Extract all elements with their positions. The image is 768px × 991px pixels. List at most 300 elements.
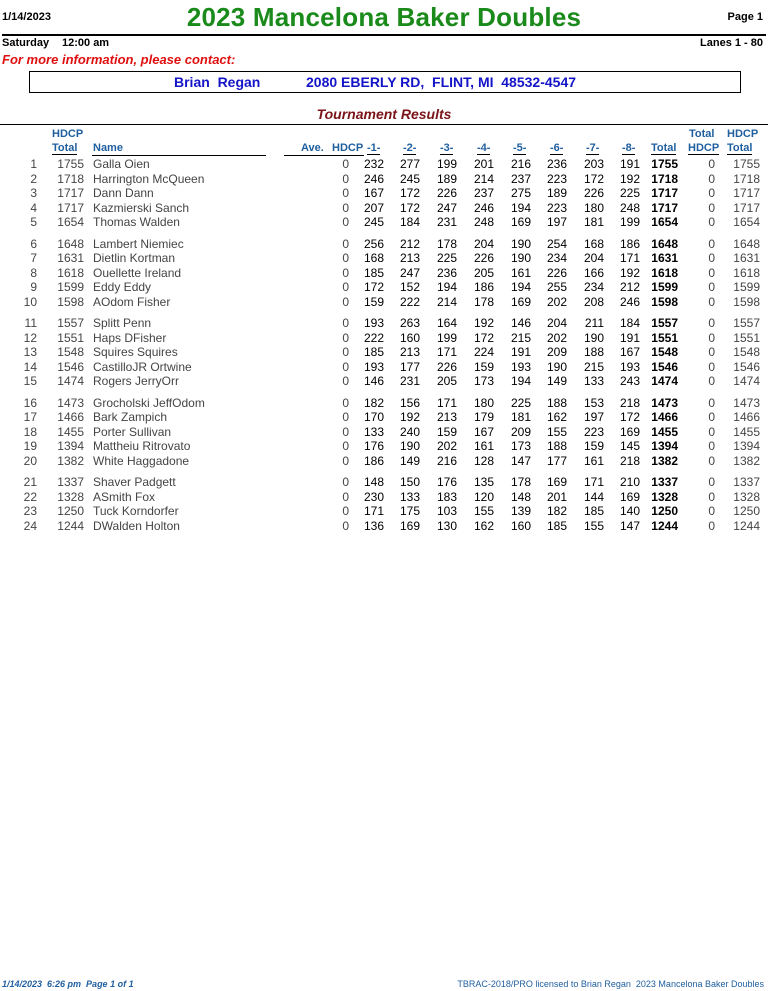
name-cell: Splitt Penn <box>93 316 152 330</box>
game-3-cell: 171 <box>436 395 457 410</box>
game-3-cell: 214 <box>436 294 457 309</box>
hdcp-total-cell: 1631 <box>57 251 84 265</box>
game-6-cell: 169 <box>546 475 567 489</box>
event-day: Saturday <box>2 37 50 49</box>
hdcp-cell: 0 <box>342 251 349 265</box>
game-2-cell: 247 <box>399 265 420 280</box>
total-hdcp-cell: 0 <box>708 236 715 251</box>
game-5-cell: 237 <box>510 171 531 186</box>
table-row <box>0 504 768 518</box>
total-hdcp-cell: 0 <box>708 251 715 265</box>
table-row <box>0 396 768 410</box>
game-2-cell: 156 <box>399 395 420 410</box>
game-7-cell: 211 <box>584 316 604 330</box>
game-1-cell: 245 <box>363 215 384 229</box>
name-cell: Shaver Padgett <box>93 475 176 489</box>
game-4-cell: 155 <box>473 504 494 518</box>
total-hdcp-cell: 0 <box>708 410 715 424</box>
game-6-cell: 197 <box>546 215 567 229</box>
game-8-cell: 169 <box>619 424 640 439</box>
hdcp-cell: 0 <box>342 410 349 424</box>
game-1-cell: 207 <box>363 200 384 215</box>
event-time: 12:00 am <box>62 37 110 49</box>
rank-cell: 11 <box>24 316 37 330</box>
col-game-5: -5- <box>513 142 527 154</box>
hdcp-cell: 0 <box>342 395 349 410</box>
name-cell: CastilloJR Ortwine <box>93 359 192 374</box>
total-hdcp-cell: 0 <box>708 200 715 215</box>
game-5-cell: 190 <box>510 251 531 265</box>
game-5-cell: 139 <box>510 504 531 518</box>
hdcp-total-cell: 1250 <box>57 504 84 518</box>
game-4-cell: 180 <box>473 395 494 410</box>
name-cell: Rogers JerryOrr <box>93 374 180 388</box>
game-8-cell: 243 <box>619 374 640 388</box>
hdcp-cell: 0 <box>342 374 349 388</box>
game-8-cell: 225 <box>619 186 640 200</box>
total-cell: 1382 <box>651 453 678 468</box>
game-4-cell: 204 <box>473 236 494 251</box>
game-7-cell: 155 <box>583 518 604 533</box>
hdcp-cell: 0 <box>342 489 349 504</box>
name-cell: Squires Squires <box>93 345 178 359</box>
rank-cell: 10 <box>23 294 37 309</box>
rank-cell: 16 <box>23 395 37 410</box>
contact-prompt: For more information, please contact: <box>2 52 236 67</box>
total-cell: 1557 <box>651 316 678 330</box>
game-1-cell: 133 <box>363 424 384 439</box>
game-1-cell: 193 <box>363 316 384 330</box>
hdcp-total-final-cell: 1546 <box>733 359 760 374</box>
table-row <box>0 439 768 453</box>
rank-cell: 15 <box>23 374 37 388</box>
table-row <box>0 454 768 468</box>
rank-cell: 14 <box>23 359 37 374</box>
hdcp-total-final-cell: 1717 <box>733 186 760 200</box>
total-hdcp-cell: 0 <box>708 518 715 533</box>
hdcp-cell: 0 <box>342 157 349 171</box>
game-2-cell: 149 <box>399 453 420 468</box>
total-cell: 1250 <box>651 504 678 518</box>
game-7-cell: 159 <box>583 439 604 453</box>
table-row <box>0 519 768 533</box>
game-1-cell: 146 <box>363 374 384 388</box>
footer-timestamp: 1/14/2023 6:26 pm Page 1 of 1 <box>2 979 134 989</box>
name-cell: Ouellette Ireland <box>93 265 182 280</box>
table-row <box>0 172 768 186</box>
hdcp-total-cell: 1455 <box>57 424 84 439</box>
game-2-cell: 231 <box>399 374 420 388</box>
game-7-cell: 180 <box>583 200 604 215</box>
hdcp-total-cell: 1328 <box>57 489 84 504</box>
hdcp-total-final-cell: 1466 <box>733 410 760 424</box>
game-8-cell: 191 <box>619 330 640 345</box>
game-8-cell: 172 <box>619 410 640 424</box>
game-3-cell: 103 <box>436 504 457 518</box>
hdcp-cell: 0 <box>342 475 349 489</box>
game-5-cell: 194 <box>510 280 531 294</box>
game-5-cell: 161 <box>510 265 531 280</box>
game-3-cell: 247 <box>436 200 457 215</box>
name-cell: Porter Sullivan <box>93 424 172 439</box>
game-5-cell: 194 <box>510 374 531 388</box>
game-8-cell: 191 <box>619 157 640 171</box>
rank-cell: 23 <box>23 504 37 518</box>
hdcp-cell: 0 <box>342 265 349 280</box>
hdcp-cell: 0 <box>342 518 349 533</box>
hdcp-total-cell: 1654 <box>57 215 84 229</box>
total-cell: 1394 <box>651 439 678 453</box>
game-5-cell: 147 <box>510 453 531 468</box>
game-1-cell: 186 <box>363 453 384 468</box>
game-2-cell: 184 <box>399 215 420 229</box>
game-2-cell: 240 <box>399 424 420 439</box>
table-row <box>0 201 768 215</box>
hdcp-total-cell: 1394 <box>57 439 84 453</box>
total-cell: 1328 <box>651 489 678 504</box>
hdcp-total-final-cell: 1755 <box>733 157 760 171</box>
game-7-cell: 204 <box>583 251 604 265</box>
table-row <box>0 374 768 388</box>
game-2-cell: 172 <box>399 186 420 200</box>
lanes-range: Lanes 1 - 80 <box>700 37 763 49</box>
game-2-cell: 172 <box>399 200 420 215</box>
game-8-cell: 212 <box>619 280 640 294</box>
game-3-cell: 236 <box>436 265 457 280</box>
game-8-cell: 199 <box>619 215 640 229</box>
col-game-4: -4- <box>477 142 491 154</box>
name-cell: Grocholski JeffOdom <box>93 395 205 410</box>
game-5-cell: 148 <box>510 489 531 504</box>
game-8-cell: 171 <box>619 251 640 265</box>
game-6-cell: 236 <box>546 157 567 171</box>
game-4-cell: 186 <box>473 280 494 294</box>
game-3-cell: 199 <box>436 157 457 171</box>
rank-cell: 3 <box>30 186 37 200</box>
game-8-cell: 169 <box>619 489 640 504</box>
game-5-cell: 194 <box>510 200 531 215</box>
game-6-cell: 234 <box>546 251 567 265</box>
game-7-cell: 234 <box>583 280 604 294</box>
hdcp-cell: 0 <box>342 453 349 468</box>
game-4-cell: 120 <box>473 489 494 504</box>
hdcp-total-cell: 1648 <box>57 236 84 251</box>
col-name: Name <box>93 142 123 154</box>
game-8-cell: 145 <box>619 439 640 453</box>
hdcp-total-cell: 1546 <box>57 359 84 374</box>
hdcp-total-final-cell: 1618 <box>733 265 760 280</box>
total-cell: 1551 <box>651 330 678 345</box>
game-4-cell: 161 <box>473 439 494 453</box>
game-7-cell: 208 <box>583 294 604 309</box>
game-7-cell: 168 <box>583 236 604 251</box>
name-cell: Galla Oien <box>93 157 150 171</box>
hdcp-cell: 0 <box>342 439 349 453</box>
table-row <box>0 280 768 294</box>
game-5-cell: 216 <box>510 157 531 171</box>
hdcp-total-final-cell: 1599 <box>733 280 760 294</box>
game-1-cell: 168 <box>363 251 384 265</box>
game-6-cell: 185 <box>546 518 567 533</box>
game-1-cell: 136 <box>363 518 384 533</box>
game-7-cell: 215 <box>583 359 604 374</box>
game-7-cell: 166 <box>583 265 604 280</box>
col-hdcp-total-2: Total <box>727 142 753 154</box>
game-3-cell: 183 <box>436 489 457 504</box>
col-game-6: -6- <box>550 142 564 154</box>
table-row <box>0 490 768 504</box>
page-number: Page 1 <box>727 11 763 23</box>
hdcp-total-cell: 1337 <box>57 475 84 489</box>
game-3-cell: 178 <box>436 236 457 251</box>
game-3-cell: 213 <box>436 410 457 424</box>
hdcp-total-final-cell: 1717 <box>733 200 760 215</box>
name-cell: Mattheiu Ritrovato <box>93 439 191 453</box>
report-title: 2023 Mancelona Baker Doubles <box>186 2 582 32</box>
game-3-cell: 226 <box>436 186 457 200</box>
game-6-cell: 254 <box>546 236 567 251</box>
game-4-cell: 214 <box>473 171 494 186</box>
game-2-cell: 213 <box>399 251 420 265</box>
total-cell: 1654 <box>651 215 678 229</box>
game-6-cell: 155 <box>546 424 567 439</box>
game-1-cell: 170 <box>363 410 384 424</box>
col-game-7: -7- <box>586 142 600 154</box>
table-row <box>0 410 768 424</box>
col-game-2: -2- <box>403 142 417 154</box>
game-7-cell: 223 <box>583 424 604 439</box>
game-3-cell: 216 <box>436 453 457 468</box>
total-cell: 1598 <box>651 294 678 309</box>
total-hdcp-cell: 0 <box>708 439 715 453</box>
game-6-cell: 255 <box>546 280 567 294</box>
game-8-cell: 246 <box>619 294 640 309</box>
hdcp-cell: 0 <box>342 316 349 330</box>
hdcp-total-final-cell: 1557 <box>733 316 760 330</box>
total-cell: 1648 <box>651 236 678 251</box>
name-cell: Eddy Eddy <box>93 280 152 294</box>
hdcp-total-cell: 1557 <box>57 316 84 330</box>
game-8-cell: 140 <box>619 504 640 518</box>
game-1-cell: 230 <box>363 489 384 504</box>
total-hdcp-cell: 0 <box>708 215 715 229</box>
rank-cell: 6 <box>30 236 37 251</box>
game-6-cell: 202 <box>546 294 567 309</box>
game-2-cell: 169 <box>399 518 420 533</box>
hdcp-total-cell: 1718 <box>57 171 84 186</box>
game-2-cell: 190 <box>399 439 420 453</box>
game-2-cell: 152 <box>399 280 420 294</box>
hdcp-total-final-cell: 1382 <box>733 453 760 468</box>
rank-cell: 17 <box>23 410 37 424</box>
rank-cell: 22 <box>23 489 37 504</box>
name-cell: Lambert Niemiec <box>93 236 184 251</box>
rank-cell: 19 <box>23 439 37 453</box>
col-hdcp-top: HDCP <box>52 128 84 140</box>
hdcp-total-cell: 1598 <box>57 294 84 309</box>
hdcp-total-final-cell: 1250 <box>733 504 760 518</box>
game-3-cell: 189 <box>436 171 457 186</box>
hdcp-total-final-cell: 1328 <box>733 489 760 504</box>
total-cell: 1717 <box>651 200 678 215</box>
game-1-cell: 171 <box>363 504 384 518</box>
game-6-cell: 177 <box>546 453 567 468</box>
game-3-cell: 171 <box>436 345 457 359</box>
col-total-hdcp: HDCP <box>688 142 720 154</box>
game-1-cell: 167 <box>363 186 384 200</box>
game-7-cell: 171 <box>583 475 604 489</box>
game-4-cell: 205 <box>473 265 494 280</box>
total-cell: 1618 <box>651 265 678 280</box>
game-5-cell: 225 <box>510 395 531 410</box>
table-row <box>0 475 768 489</box>
report-date: 1/14/2023 <box>2 11 51 23</box>
game-2-cell: 245 <box>399 171 420 186</box>
hdcp-total-final-cell: 1631 <box>733 251 760 265</box>
col-ave: Ave. <box>301 142 324 154</box>
name-cell: ASmith Fox <box>93 489 156 504</box>
game-1-cell: 222 <box>363 330 384 345</box>
game-1-cell: 182 <box>363 395 384 410</box>
game-2-cell: 160 <box>399 330 420 345</box>
name-cell: DWalden Holton <box>93 518 180 533</box>
rank-cell: 4 <box>30 200 37 215</box>
name-cell: Dietlin Kortman <box>93 251 176 265</box>
game-4-cell: 192 <box>473 316 494 330</box>
game-7-cell: 144 <box>583 489 604 504</box>
game-2-cell: 263 <box>399 316 420 330</box>
game-4-cell: 135 <box>473 475 494 489</box>
table-row <box>0 295 768 309</box>
game-3-cell: 231 <box>436 215 457 229</box>
hdcp-total-final-cell: 1473 <box>733 395 760 410</box>
total-hdcp-cell: 0 <box>708 504 715 518</box>
total-cell: 1473 <box>651 395 678 410</box>
rank-cell: 24 <box>23 518 37 533</box>
game-5-cell: 181 <box>510 410 531 424</box>
total-cell: 1599 <box>651 280 678 294</box>
hdcp-cell: 0 <box>342 359 349 374</box>
game-6-cell: 162 <box>546 410 567 424</box>
table-row <box>0 186 768 200</box>
section-title: Tournament Results <box>316 106 452 122</box>
game-7-cell: 181 <box>583 215 604 229</box>
game-3-cell: 130 <box>436 518 457 533</box>
total-cell: 1474 <box>651 374 678 388</box>
game-5-cell: 193 <box>510 359 531 374</box>
game-8-cell: 210 <box>619 475 640 489</box>
total-cell: 1455 <box>651 424 678 439</box>
name-cell: AOdom Fisher <box>93 294 171 309</box>
contact-address: 2080 EBERLY RD, FLINT, MI 48532-4547 <box>306 74 577 90</box>
game-1-cell: 159 <box>363 294 384 309</box>
rank-cell: 9 <box>30 280 37 294</box>
game-1-cell: 176 <box>363 439 384 453</box>
game-6-cell: 223 <box>546 200 567 215</box>
game-4-cell: 167 <box>473 424 494 439</box>
game-4-cell: 162 <box>473 518 494 533</box>
total-hdcp-cell: 0 <box>708 280 715 294</box>
hdcp-total-cell: 1717 <box>57 200 84 215</box>
game-3-cell: 226 <box>436 359 457 374</box>
game-3-cell: 225 <box>436 251 457 265</box>
ave-underline <box>284 155 364 156</box>
game-8-cell: 192 <box>619 265 640 280</box>
total-cell: 1466 <box>651 410 678 424</box>
game-7-cell: 172 <box>583 171 604 186</box>
hdcp-cell: 0 <box>342 215 349 229</box>
game-4-cell: 128 <box>473 453 494 468</box>
game-2-cell: 150 <box>399 475 420 489</box>
hdcp-total-cell: 1755 <box>57 157 84 171</box>
total-hdcp-cell: 0 <box>708 489 715 504</box>
hdcp-total-cell: 1618 <box>57 265 84 280</box>
game-4-cell: 224 <box>473 345 494 359</box>
total-hdcp-cell: 0 <box>708 359 715 374</box>
name-cell: Tuck Korndorfer <box>93 504 179 518</box>
hdcp-cell: 0 <box>342 294 349 309</box>
total-hdcp-cell: 0 <box>708 186 715 200</box>
game-4-cell: 248 <box>473 215 494 229</box>
col-game-3: -3- <box>440 142 454 154</box>
total-cell: 1337 <box>651 475 678 489</box>
col-hdcp-total: Total <box>52 142 78 154</box>
game-5-cell: 146 <box>510 316 531 330</box>
col-game-1: -1- <box>367 142 381 154</box>
section-rule <box>0 124 768 125</box>
rank-cell: 2 <box>30 171 37 186</box>
game-4-cell: 226 <box>473 251 494 265</box>
name-cell: Harrington McQueen <box>93 171 205 186</box>
hdcp-total-cell: 1466 <box>57 410 84 424</box>
game-8-cell: 248 <box>619 200 640 215</box>
game-2-cell: 277 <box>399 157 420 171</box>
hdcp-total-final-cell: 1598 <box>733 294 760 309</box>
game-4-cell: 246 <box>473 200 494 215</box>
rank-cell: 12 <box>23 330 37 345</box>
hdcp-total-cell: 1473 <box>57 395 84 410</box>
hdcp-total-cell: 1382 <box>57 453 84 468</box>
game-5-cell: 160 <box>510 518 531 533</box>
game-7-cell: 226 <box>583 186 604 200</box>
rank-cell: 5 <box>30 215 37 229</box>
name-cell: White Haggadone <box>93 453 190 468</box>
game-6-cell: 189 <box>546 186 567 200</box>
game-7-cell: 133 <box>583 374 604 388</box>
game-2-cell: 133 <box>399 489 420 504</box>
table-row <box>0 157 768 171</box>
hdcp-total-cell: 1599 <box>57 280 84 294</box>
table-row <box>0 251 768 265</box>
game-1-cell: 148 <box>363 475 384 489</box>
hdcp-cell: 0 <box>342 330 349 345</box>
total-hdcp-cell: 0 <box>708 374 715 388</box>
col-hdcp: HDCP <box>332 142 364 154</box>
rank-cell: 13 <box>23 345 37 359</box>
hdcp-total-final-cell: 1474 <box>733 374 760 388</box>
col-total: Total <box>651 142 677 154</box>
name-cell: Kazmierski Sanch <box>93 200 190 215</box>
game-3-cell: 164 <box>436 316 457 330</box>
game-8-cell: 218 <box>619 453 640 468</box>
table-row <box>0 425 768 439</box>
game-5-cell: 173 <box>510 439 531 453</box>
game-8-cell: 186 <box>619 236 640 251</box>
game-6-cell: 190 <box>546 359 567 374</box>
name-cell: Dann Dann <box>93 186 154 200</box>
game-1-cell: 185 <box>363 345 384 359</box>
hdcp-total-cell: 1244 <box>57 518 84 533</box>
